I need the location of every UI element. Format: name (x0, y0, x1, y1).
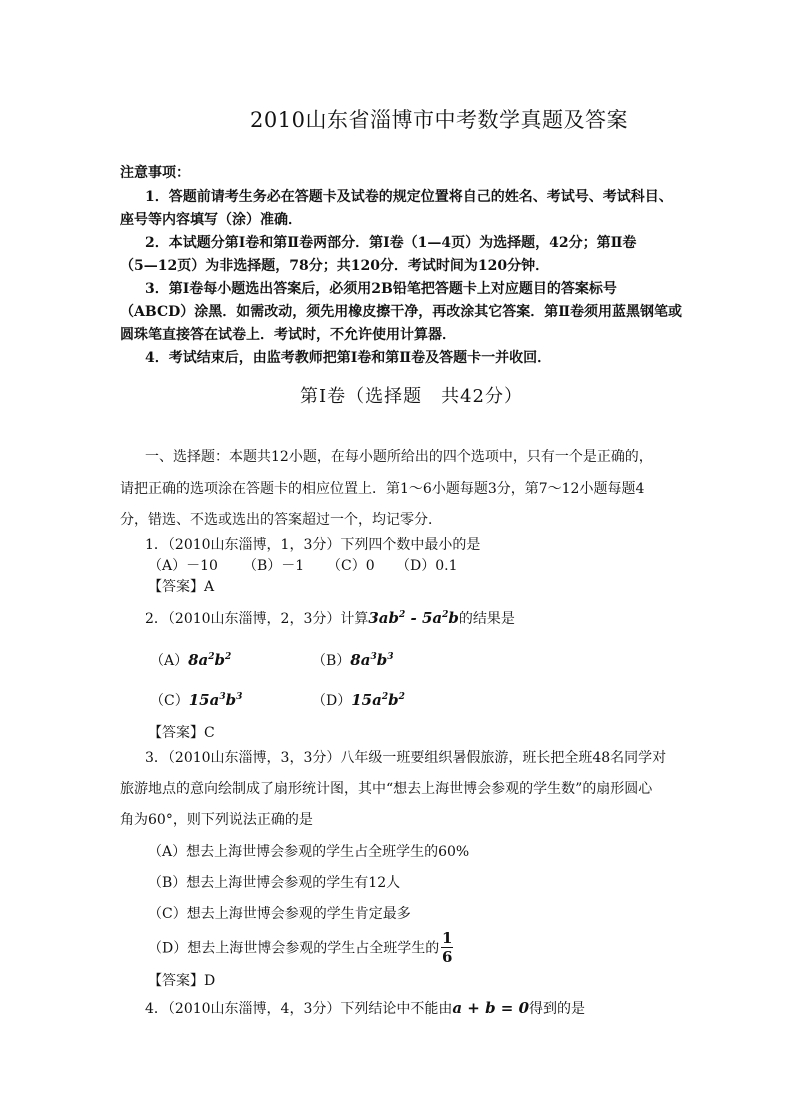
notice-line: 圆珠笔直接答在试卷上．考试时，不允许使用计算器． (120, 327, 456, 343)
notice-line: （ABCD）涂黑．如需改动，须先用橡皮擦干净，再改涂其它答案．第Ⅱ卷须用蓝黑钢笔或 (120, 304, 683, 320)
stem-prefix: 4．（2010山东淄博，4，3分）下列结论中不能由 (145, 1001, 453, 1017)
intro-line: 请把正确的选项涂在答题卡的相应位置上．第1～6小题每题3分，第7～12小题每题4 (120, 481, 645, 497)
intro-line: 一、选择题：本题共12小题，在每小题所给出的四个选项中，只有一个是正确的， (145, 449, 653, 465)
option-label: （D） (312, 693, 352, 709)
option-b (312, 650, 393, 670)
question-stem (145, 998, 585, 1018)
fraction (441, 930, 453, 965)
stem-suffix: 的结果是 (458, 611, 515, 627)
option-d (312, 690, 405, 710)
option-text: （D）想去上海世博会参观的学生占全班学生的 (148, 940, 440, 957)
fraction-denominator: 6 (442, 948, 453, 966)
option-b: （B）－1 (243, 558, 305, 574)
notice-line: 座号等内容填写（涂）准确． (120, 212, 302, 228)
option-c: （C）0 (327, 558, 375, 574)
option-c (150, 690, 242, 710)
math-expression: a + b = 0 (452, 999, 530, 1017)
answer: 【答案】C (148, 725, 215, 741)
document-title: 2010山东省淄博市中考数学真题及答案 (250, 108, 628, 132)
notice-line: 3．第Ⅰ卷每小题选出答案后，必须用2B铅笔把答题卡上对应题目的答案标号 (145, 281, 617, 297)
math-expression: $3ab^2 - 5a^2b$ (368, 609, 459, 627)
math-expression: $8a^2b^2$ (188, 651, 232, 669)
question-stem (145, 608, 515, 628)
option-label: （A） (150, 653, 189, 669)
notice-line: 1．答题前请考生务必在答题卡及试卷的规定位置将自己的姓名、考试号、考试科目、 (145, 189, 673, 205)
option-a (150, 650, 231, 670)
option-d: （D）0.1 (396, 558, 458, 574)
option-label: （B） (312, 653, 351, 669)
option-b: （B）想去上海世博会参观的学生有12人 (148, 875, 401, 891)
question-stem-line: 3．（2010山东淄博，3，3分）八年级一班要组织暑假旅游，班长把全班48名同学对 (145, 750, 667, 766)
math-expression: $15a^3b^3$ (188, 691, 243, 709)
stem-suffix: 得到的是 (529, 1001, 586, 1017)
option-c: （C）想去上海世博会参观的学生肯定最多 (148, 906, 411, 922)
option-d (148, 930, 453, 965)
question-stem-line: 角为60°，则下列说法正确的是 (120, 812, 313, 828)
option-a: （A）想去上海世博会参观的学生占全班学生的60% (148, 844, 470, 860)
notice-line: （5—12页）为非选择题，78分；共120分．考试时间为120分钟． (120, 258, 550, 274)
section-title: 第Ⅰ卷（选择题 共42分） (300, 386, 524, 407)
question-stem-line: 旅游地点的意向绘制成了扇形统计图，其中“想去上海世博会参观的学生数”的扇形圆心 (120, 781, 653, 797)
notice-heading: 注意事项： (120, 165, 190, 181)
fraction-numerator: 1 (442, 929, 453, 947)
notice-line: 4．考试结束后，由监考教师把第Ⅰ卷和第Ⅱ卷及答题卡一并收回． (145, 350, 552, 366)
option-a: （A）－10 (148, 558, 218, 574)
notice-line: 2．本试题分第Ⅰ卷和第Ⅱ卷两部分．第Ⅰ卷（1—4页）为选择题，42分；第Ⅱ卷 (145, 235, 637, 251)
answer: 【答案】D (148, 973, 216, 989)
intro-line: 分，错选、不选或选出的答案超过一个，均记零分． (120, 512, 442, 528)
option-label: （C） (150, 693, 189, 709)
math-expression: $15a^2b^2$ (351, 691, 405, 709)
answer: 【答案】A (148, 579, 215, 595)
math-expression: $8a^3b^3$ (350, 651, 394, 669)
stem-prefix: 2．（2010山东淄博，2，3分）计算 (145, 611, 369, 627)
question-stem: 1．（2010山东淄博，1，3分）下列四个数中最小的是 (145, 537, 481, 553)
